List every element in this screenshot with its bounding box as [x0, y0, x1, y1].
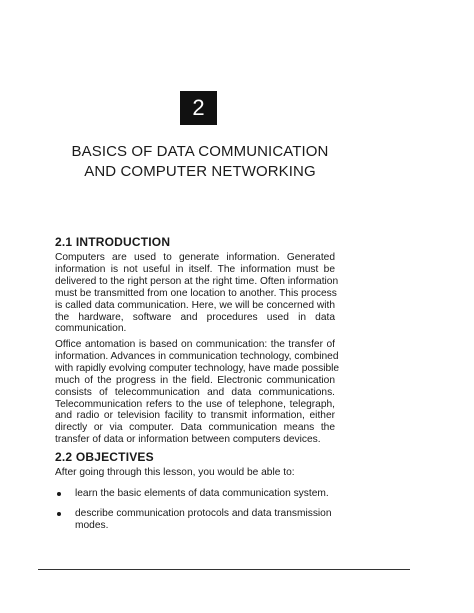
- text-line: much of the progress in the field. Electronic communication: [55, 374, 335, 386]
- chapter-number: 2: [192, 95, 205, 120]
- text-line: is called data communication. Here, we will be concerned with: [55, 299, 335, 311]
- list-item: [55, 508, 345, 532]
- text-line: Computers are used to generate information. Generated: [55, 252, 335, 263]
- text-line: information. Advances in communication technology, combined: [55, 350, 339, 362]
- text-line: directly or via computer. Data communication means the: [55, 422, 335, 434]
- text-line: learn the basic elements of data communication system.: [75, 488, 329, 499]
- intro-paragraph-1: [55, 252, 339, 335]
- chapter-title-line: AND COMPUTER NETWORKING: [84, 163, 316, 180]
- section-heading-objectives: 2.2 OBJECTIVES: [55, 450, 154, 464]
- bullet-icon: [57, 492, 61, 496]
- text-line: modes.: [75, 519, 109, 531]
- footer-divider: [38, 569, 410, 570]
- list-item: [55, 488, 345, 500]
- section-heading-introduction: 2.1 INTRODUCTION: [55, 235, 171, 249]
- text-line: the hardware, software and procedures used in data: [55, 311, 335, 323]
- text-line: information is not useful in itself. The information must be: [55, 263, 335, 275]
- text-line: Telecommunication refers to the use of telephone, telegraph,: [55, 398, 335, 410]
- text-line: transfer of data or information between computers devices.: [55, 434, 321, 446]
- text-line: delivered to the right person at the right time. Often information: [55, 275, 339, 287]
- bullet-icon: [57, 512, 61, 516]
- chapter-number-box: [180, 91, 217, 125]
- chapter-title: [40, 142, 360, 182]
- text-line: Office antomation is based on communication: the transfer of: [55, 339, 335, 350]
- objectives-list: [55, 488, 345, 540]
- text-line: and radio or television facility to transmit information, either: [55, 410, 335, 422]
- text-line: consists of telecommunication and data communications.: [55, 386, 335, 398]
- text-line: with rapidly evolving computer technology, have made possible: [55, 362, 340, 374]
- text-line: must be transmitted from one location to another. This process: [55, 287, 337, 299]
- objectives-intro: [55, 467, 335, 479]
- intro-paragraph-2: [55, 339, 340, 446]
- text-line: After going through this lesson, you would be able to:: [55, 467, 295, 478]
- text-line: describe communication protocols and data transmission: [75, 507, 332, 519]
- text-line: communication.: [55, 323, 127, 335]
- chapter-title-line: BASICS OF DATA COMMUNICATION: [71, 143, 329, 160]
